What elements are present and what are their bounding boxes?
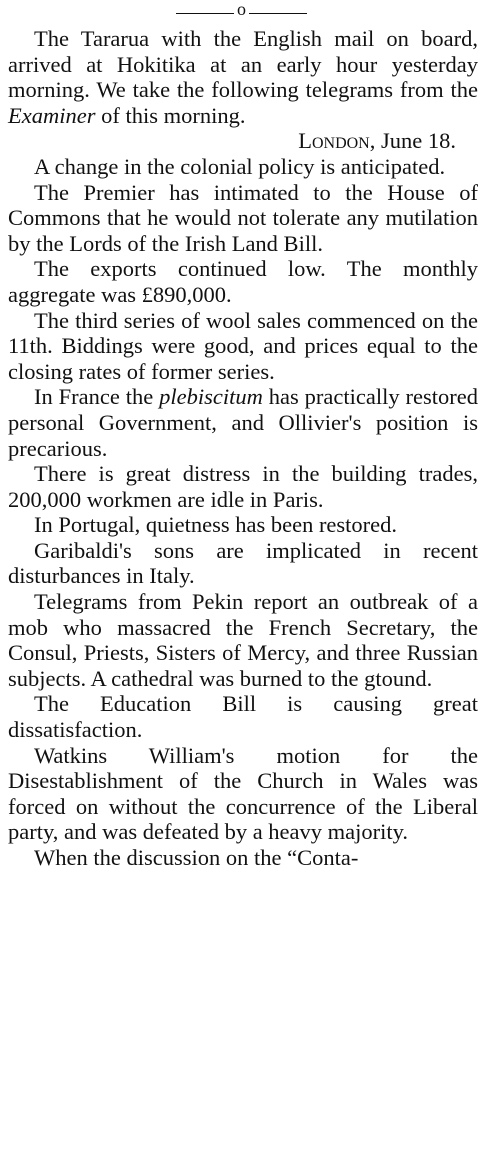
separator-rule-left [176, 13, 234, 14]
dateline-date: June 18. [375, 128, 456, 154]
paragraph-colonial-policy: A change in the colonial policy is anticipated. [34, 153, 446, 179]
france-text-2: has practically restored personal Government, and Ollivier's position is precarious. [8, 384, 478, 461]
paragraph-education-bill: The Education Bill is causing great dissatisfaction. [8, 691, 478, 743]
dateline-city: London, [298, 128, 376, 154]
dateline [8, 128, 478, 154]
paragraph-contagious: When the discussion on the “Conta- [34, 845, 359, 870]
paragraph-france [8, 384, 478, 461]
france-italic-plebiscitum: plebiscitum [159, 384, 263, 410]
intro-text-1: The Tararua with the English mail on board, arrived at Hokitika at an early hour yesterday morning. We take the following telegrams from the [8, 26, 478, 103]
separator-rule-right [249, 13, 307, 14]
separator-mark: o [237, 0, 246, 19]
paragraph-pekin: Telegrams from Pekin report an outbreak of a mob who massacred the French Secretary, the Consul, Priests, Sisters of Mercy, and three Russian subjects. A cathedral was burned to the gtound. [8, 589, 478, 691]
paragraph-building-trades: There is great distress in the building trades, 200,000 workmen are idle in Paris. [8, 461, 478, 512]
intro-text-2: of this morning. [95, 102, 246, 128]
intro-italic-source: Examiner [8, 102, 96, 128]
paragraph-wales: Watkins William's motion for the Disestablishment of the Church in Wales was forced on without the concurrence of the Liberal party, and was defeated by a heavy majority. [8, 742, 478, 845]
paragraph-garibaldi: Garibaldi's sons are implicated in recent disturbances in Italy. [8, 537, 478, 589]
intro-paragraph [8, 26, 478, 128]
paragraph-premier: The Premier has intimated to the House of Commons that he would not tolerate any mutilation by the Lords of the Irish Land Bill. [8, 179, 478, 256]
article-body [8, 26, 478, 871]
paragraph-exports: The exports continued low. The monthly aggregate was £890,000. [8, 256, 478, 307]
france-text-1: In France the [34, 384, 160, 410]
paragraph-portugal: In Portugal, quietness has been restored. [34, 512, 398, 538]
paragraph-wool-sales: The third series of wool sales commenced on the 11th. Biddings were good, and prices equal to the closing rates of former series. [8, 307, 478, 384]
section-separator [0, 0, 483, 24]
